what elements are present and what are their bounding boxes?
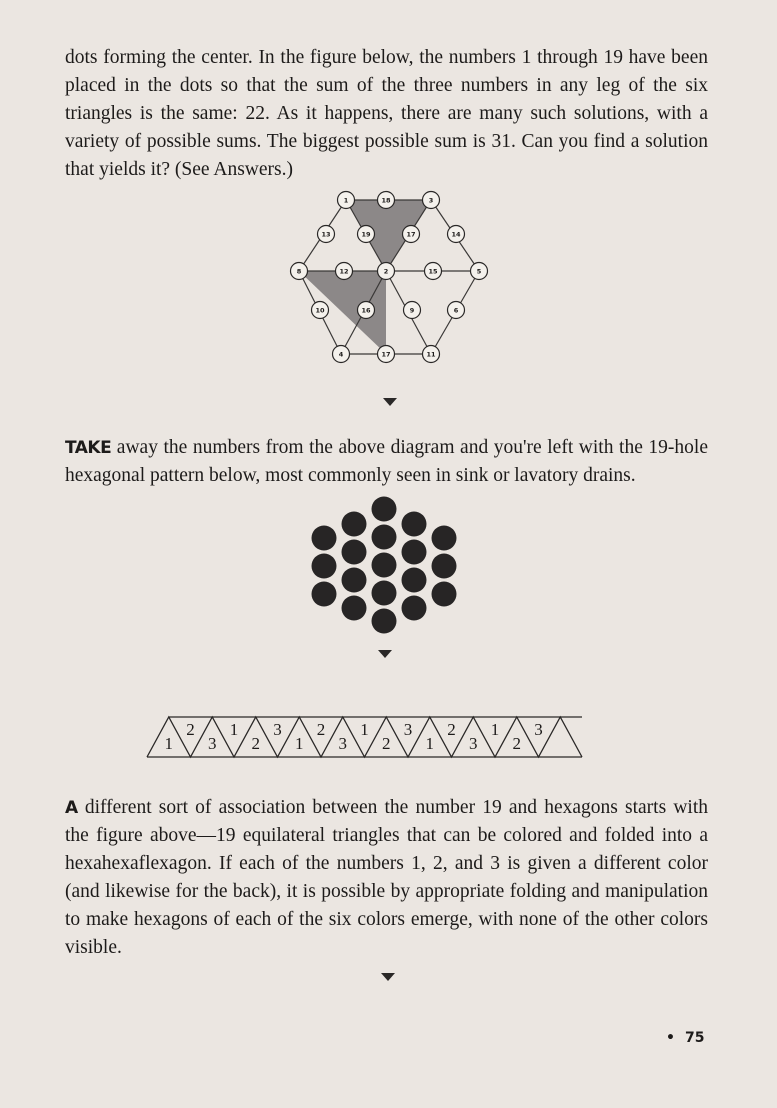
strip-number: 3 bbox=[534, 720, 543, 739]
node-number: 12 bbox=[339, 267, 349, 276]
number-node bbox=[448, 226, 465, 243]
drain-hole bbox=[372, 609, 397, 634]
node-number: 15 bbox=[428, 267, 438, 276]
drain-hole bbox=[342, 568, 367, 593]
node-number: 2 bbox=[383, 267, 389, 276]
drain-hole bbox=[372, 525, 397, 550]
strip-number: 1 bbox=[295, 734, 304, 753]
strip-number: 2 bbox=[447, 720, 456, 739]
drain-hole bbox=[342, 512, 367, 537]
node-number: 17 bbox=[381, 350, 391, 359]
strip-number: 3 bbox=[403, 720, 413, 739]
drain-hole bbox=[402, 596, 427, 621]
down-arrow-icon bbox=[383, 398, 397, 406]
drain-hole bbox=[372, 497, 397, 522]
paragraph-magic-hexagon: dots forming the center. In the figure below, the numbers 1 through 19 have been placed in the dots so that the sum of the three numbers in any leg of the six triangles is the same: 22. As it happens, there are many such solutions, with a variety of possible sums. The biggest possible sum is 31. Can you find a solution that yields it? (See Answers.) bbox=[65, 47, 708, 180]
page-number: • 75 bbox=[666, 1030, 705, 1046]
node-number: 11 bbox=[426, 350, 436, 359]
strip-number: 3 bbox=[338, 734, 347, 753]
paragraph-drain-pattern bbox=[65, 434, 708, 490]
bullet-icon: • bbox=[666, 1030, 675, 1046]
drain-hole bbox=[402, 568, 427, 593]
drain-hole bbox=[402, 540, 427, 565]
strip-number: 2 bbox=[251, 734, 260, 753]
node-number: 18 bbox=[381, 196, 391, 205]
strip-number: 2 bbox=[382, 734, 391, 753]
node-number: 8 bbox=[296, 267, 302, 276]
number-node bbox=[403, 226, 420, 243]
number-node bbox=[291, 263, 308, 280]
strip-number: 2 bbox=[316, 720, 326, 739]
node-number: 16 bbox=[361, 306, 371, 315]
node-number: 4 bbox=[338, 350, 344, 359]
drain-hole bbox=[432, 526, 457, 551]
drain-hole-pattern bbox=[306, 494, 462, 644]
drain-hole bbox=[342, 596, 367, 621]
paragraph-hexaflexagon bbox=[65, 794, 708, 962]
drain-hole bbox=[432, 582, 457, 607]
node-number: 6 bbox=[453, 306, 459, 315]
magic-hexagon-figure bbox=[286, 186, 496, 368]
number-node bbox=[448, 302, 465, 319]
node-number: 9 bbox=[409, 306, 415, 315]
strip-number: 2 bbox=[512, 734, 521, 753]
flexagon-strip bbox=[145, 715, 637, 761]
number-node bbox=[378, 346, 395, 363]
strip-number: 1 bbox=[360, 720, 369, 739]
strip-number: 1 bbox=[229, 720, 239, 739]
down-arrow-icon bbox=[378, 650, 392, 658]
node-number: 10 bbox=[315, 306, 325, 315]
number-node bbox=[378, 263, 395, 280]
strip-number: 3 bbox=[469, 734, 478, 753]
lead-word: TAKE bbox=[65, 438, 112, 458]
node-number: 19 bbox=[361, 230, 371, 239]
node-number: 5 bbox=[476, 267, 482, 276]
node-number: 14 bbox=[451, 230, 461, 239]
number-node bbox=[471, 263, 488, 280]
number-node bbox=[338, 192, 355, 209]
number-node bbox=[358, 302, 375, 319]
drain-hole bbox=[372, 553, 397, 578]
strip-number: 3 bbox=[208, 734, 217, 753]
lead-word: A bbox=[65, 798, 78, 818]
drain-hole bbox=[402, 512, 427, 537]
paragraph-text: different sort of association between the number 19 and hexagons starts with the figure above—19 equilateral triangles that can be colored and folded into a hexahexaflexagon. If each of the numbers 1, 2, and 3 is given a different color (and likewise for the back), it is possible by appropriate folding and manipulation to make hexagons of each of the six colors emerge, with none of the other colors visible. bbox=[65, 797, 708, 958]
node-number: 13 bbox=[321, 230, 331, 239]
number-node bbox=[318, 226, 335, 243]
strip-number: 2 bbox=[186, 720, 195, 739]
number-node bbox=[312, 302, 329, 319]
strip-number: 3 bbox=[273, 720, 282, 739]
strip-number: 1 bbox=[490, 720, 500, 739]
drain-hole bbox=[312, 582, 337, 607]
number-node bbox=[378, 192, 395, 209]
strip-number: 1 bbox=[164, 734, 173, 753]
strip-number: 1 bbox=[425, 734, 434, 753]
number-node bbox=[333, 346, 350, 363]
drain-hole bbox=[342, 540, 367, 565]
node-number: 3 bbox=[428, 196, 434, 205]
number-node bbox=[358, 226, 375, 243]
drain-hole bbox=[312, 526, 337, 551]
number-node bbox=[425, 263, 442, 280]
paragraph-text: away the numbers from the above diagram and you're left with the 19-hole hexagonal pattern below, most commonly seen in sink or lavatory drains. bbox=[65, 437, 708, 486]
number-node bbox=[404, 302, 421, 319]
drain-hole bbox=[372, 581, 397, 606]
drain-hole bbox=[312, 554, 337, 579]
node-number: 1 bbox=[343, 196, 349, 205]
drain-hole bbox=[432, 554, 457, 579]
down-arrow-icon bbox=[381, 973, 395, 981]
node-number: 17 bbox=[406, 230, 416, 239]
number-node bbox=[423, 192, 440, 209]
number-node bbox=[423, 346, 440, 363]
number-node bbox=[336, 263, 353, 280]
